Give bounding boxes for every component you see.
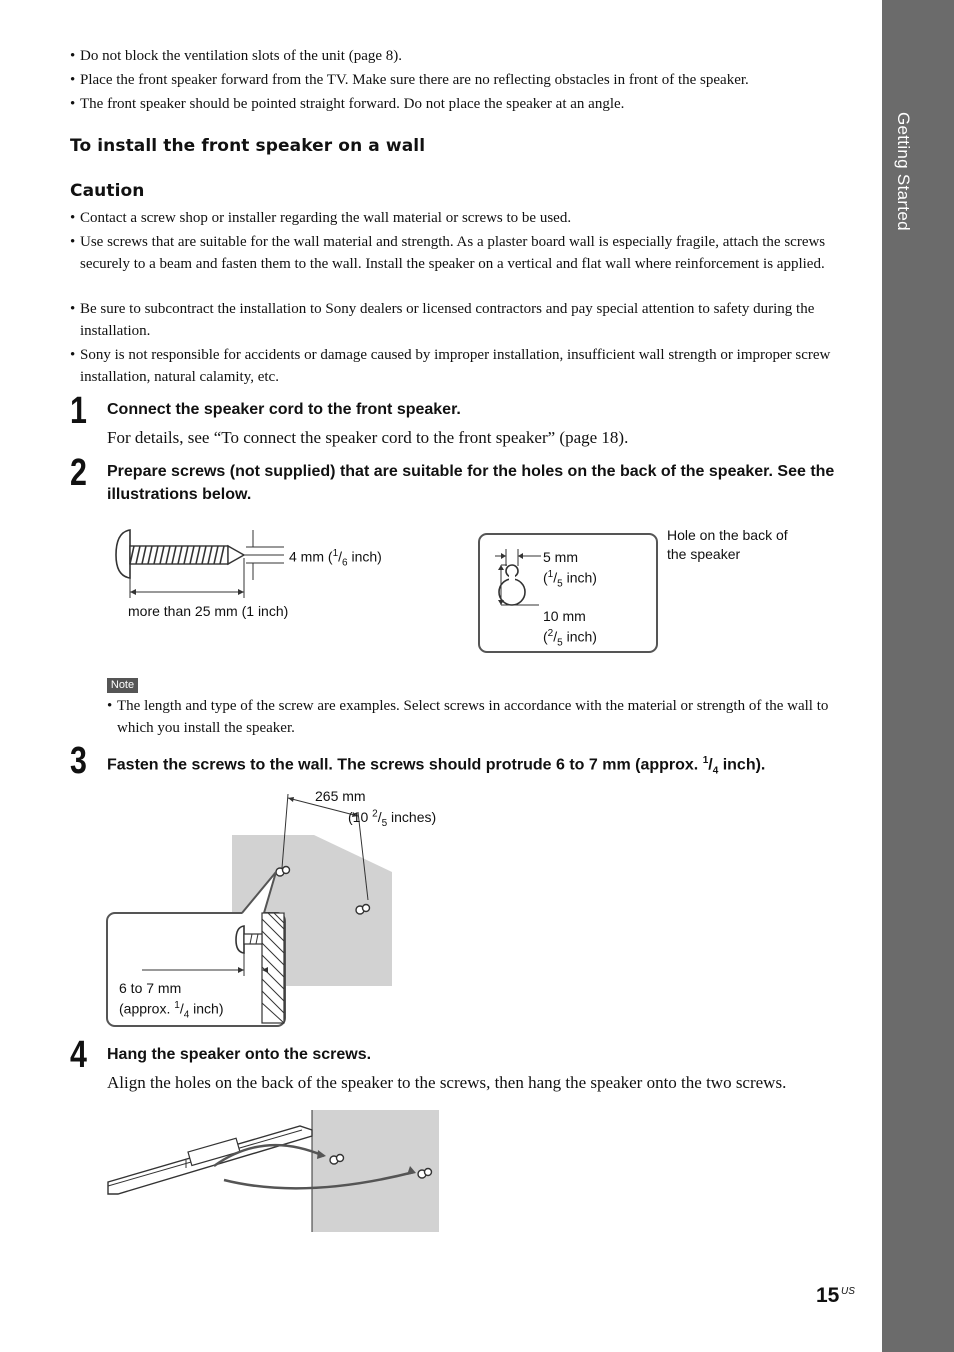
side-tab-label: Getting Started: [894, 112, 913, 231]
caution-bullet-2: • Use screws that are suitable for the wall material and strength. As a plaster board wall is especially fragile, attach the screws securely to a beam and fasten them to the wall. Install the speaker on a vertical and flat wall where reinforcement is applied.: [70, 234, 826, 272]
protrusion-label: 6 to 7 mm (approx. $^1/_4$ inch): [119, 980, 224, 1021]
step-3-title: Fasten the screws to the wall. The screws should protrude 6 to 7 mm (approx. $^1/_4$ inch).: [107, 755, 766, 777]
screw-spacing-label: 265 mm (10 $^2/_5$ inches): [315, 788, 437, 829]
step-1-number: 1: [70, 390, 87, 432]
step-4-body: Align the holes on the back of the speaker to the screws, then hang the speaker onto the two screws.: [107, 1073, 787, 1092]
step-1-body: For details, see “To connect the speaker cord to the front speaker” (page 18).: [107, 428, 629, 447]
caution-bullet-3: • Be sure to subcontract the installation to Sony dealers or licensed contractors and pay special attention to safety during the installation.: [70, 301, 815, 339]
step-1-title: Connect the speaker cord to the front speaker.: [107, 401, 461, 418]
intro-bullet-3: • The front speaker should be pointed straight forward. Do not place the speaker at an angle.: [70, 96, 625, 112]
hole-width-label: 5 mm ($^1/_5$ inch): [543, 549, 597, 590]
page-number: 15: [816, 1284, 840, 1307]
step-4-number: 4: [70, 1034, 87, 1076]
step-2-number: 2: [70, 452, 87, 494]
hole-height-label: 10 mm ($^2/_5$ inch): [543, 608, 597, 649]
caution-bullet-1: • Contact a screw shop or installer regarding the wall material or screws to be used.: [70, 210, 572, 226]
hole-caption: Hole on the back of the speaker: [667, 527, 788, 562]
page-number-suffix: US: [841, 1286, 855, 1297]
intro-bullet-2: • Place the front speaker forward from the TV. Make sure there are no reflecting obstacles in front of the speaker.: [70, 72, 749, 88]
step-3-number: 3: [70, 740, 87, 782]
hang-speaker-illustration: [104, 1108, 444, 1234]
caution-bullet-4: • Sony is not responsible for accidents or damage caused by improper installation, insufficient wall strength or improper screw installation, natural calamity, etc.: [70, 347, 831, 385]
note-badge: Note: [107, 678, 138, 693]
screw-length-label: more than 25 mm (1 inch): [128, 603, 289, 619]
screw-diameter-label: 4 mm ($^1/_6$ inch): [289, 548, 382, 569]
note-bullet: • The length and type of the screw are examples. Select screws in accordance with the material or strength of the wall to which you install the speaker.: [107, 698, 829, 736]
screw-illustration: [108, 526, 298, 606]
section-heading: To install the front speaker on a wall: [70, 136, 426, 156]
intro-bullet-1: • Do not block the ventilation slots of the unit (page 8).: [70, 48, 403, 64]
step-2-title: Prepare screws (not supplied) that are suitable for the holes on the back of the speaker. See the illustrations below.: [107, 463, 835, 503]
caution-heading: Caution: [70, 181, 145, 201]
step-4-title: Hang the speaker onto the screws.: [107, 1046, 372, 1063]
